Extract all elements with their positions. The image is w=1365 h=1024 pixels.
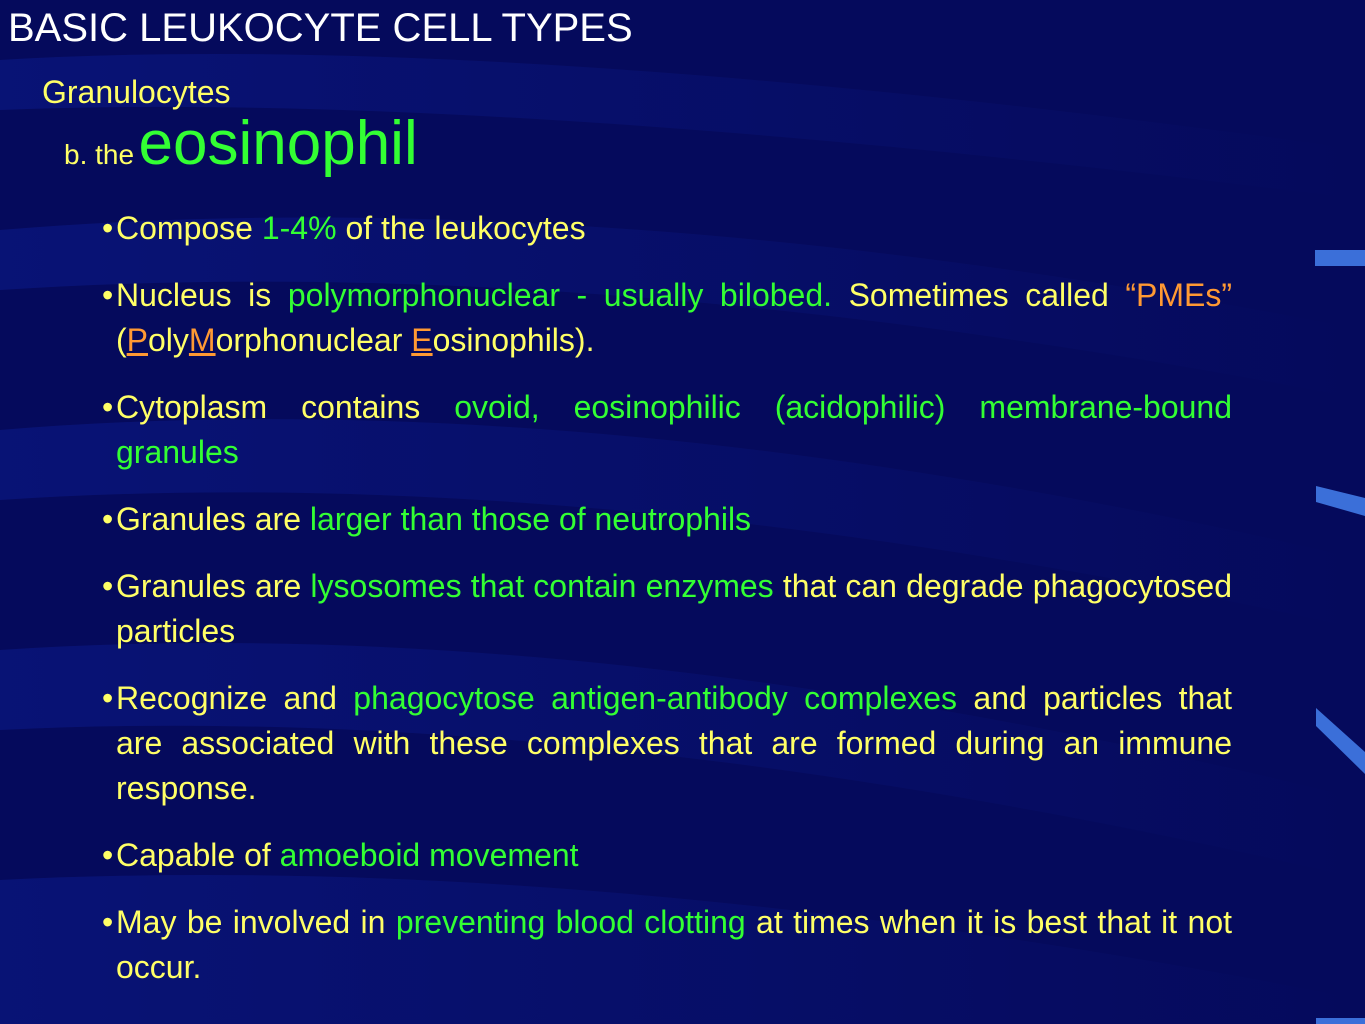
bullet-text: Granules are	[116, 501, 310, 537]
bullet-text: Compose	[116, 210, 262, 246]
bullet-highlight: P	[126, 322, 148, 358]
bullet-highlight: polymorphonuclear - usually bilobed.	[287, 277, 833, 313]
slide-title: BASIC LEUKOCYTE CELL TYPES	[8, 6, 633, 50]
section-heading	[64, 108, 418, 179]
bullet-item	[102, 900, 1232, 990]
bullet-text: Granules are	[116, 568, 311, 604]
heading-cell-type: eosinophil	[138, 109, 418, 178]
bullet-item	[102, 564, 1232, 654]
bullet-highlight: amoeboid movement	[279, 837, 579, 873]
bullet-text: Sometimes called	[832, 277, 1126, 313]
bullet-item	[102, 497, 1232, 542]
bullet-item	[102, 676, 1232, 811]
bullet-text: May be involved in	[116, 904, 396, 940]
bullet-item	[102, 206, 1232, 251]
bullet-item	[102, 385, 1232, 475]
bullet-highlight: larger than those of neutrophils	[309, 501, 752, 537]
bullet-highlight: “PMEs”	[1125, 277, 1233, 313]
bullet-text: of the leukocytes	[336, 210, 586, 246]
bullet-highlight: M	[188, 322, 216, 358]
bullet-text: (	[116, 322, 127, 358]
heading-prefix: b. the	[64, 139, 135, 170]
bullet-text: at times when it is best that it not occur.	[116, 904, 1233, 985]
bullet-text: Cytoplasm contains	[116, 389, 455, 425]
bullet-text: Nucleus is	[116, 277, 288, 313]
bullet-text: Capable of	[116, 837, 280, 873]
bullet-highlight: E	[411, 322, 433, 358]
bullet-list	[102, 206, 1232, 1012]
bullet-highlight: phagocytose antigen-antibody complexes	[353, 680, 958, 716]
bullet-item	[102, 273, 1232, 363]
slide-subtitle: Granulocytes	[42, 74, 231, 110]
bullet-text: osinophils).	[432, 322, 595, 358]
bullet-highlight: 1-4%	[261, 210, 337, 246]
bullet-highlight: preventing blood clotting	[395, 904, 746, 940]
bullet-highlight: lysosomes that contain enzymes	[310, 568, 774, 604]
bullet-text: orphonuclear	[215, 322, 412, 358]
bullet-text: and particles that are associated with these complexes that are formed during an immune response.	[116, 680, 1233, 806]
bullet-item	[102, 833, 1232, 878]
bullet-text: oly	[148, 322, 189, 358]
bullet-highlight: ovoid, eosinophilic (acidophilic) membrane-bound granules	[116, 389, 1233, 470]
bullet-text: that can degrade phagocytosed particles	[116, 568, 1233, 649]
bullet-text: Recognize and	[116, 680, 354, 716]
